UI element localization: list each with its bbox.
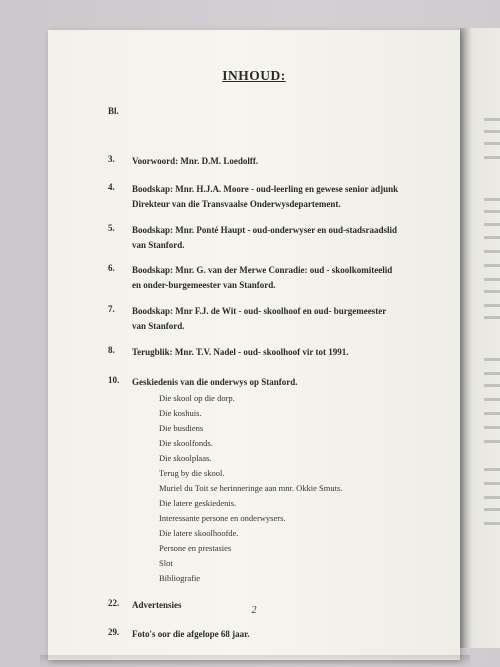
page-column-label: Bl. — [108, 106, 119, 116]
page-title: INHOUD: — [222, 68, 286, 83]
subentry-item: Persone en prestasies — [159, 543, 232, 553]
entry-number: 22. — [108, 598, 120, 608]
subentry-item: Muriel du Toit se herinneringe aan mnr. Okkie Smuts. — [159, 483, 343, 493]
entry-text: Voorwoord: Mnr. D.M. Loedolff. — [132, 156, 259, 166]
entry-text: Boodskap: Mnr. G. van der Merwe Conradie: oud - skoolkomiteelid en onder-burgemeester van Stanford. — [132, 265, 393, 290]
entry-number: 29. — [108, 627, 120, 637]
subentry-item: Die skool op die dorp. — [159, 393, 235, 403]
entry-number: 3. — [108, 154, 115, 164]
subentry-item: Die busdiens — [159, 423, 204, 433]
entry-text: Geskiedenis van die onderwys op Stanford. — [132, 377, 298, 387]
entry-number: 6. — [108, 263, 115, 273]
subentry-item: Die latere geskiedenis. — [159, 498, 237, 508]
entry-number: 4. — [108, 182, 115, 192]
entry-text: Terugblik: Mnr. T.V. Nadel - oud- skoolhoof vir tot 1991. — [132, 347, 349, 357]
entry-number: 5. — [108, 223, 115, 233]
adjacent-page-edge — [460, 28, 500, 648]
subentry-item: Slot — [159, 558, 173, 568]
entry-text: Boodskap: Mnr F.J. de Wit - oud- skoolhoof en oud- burgemeester van Stanford. — [132, 306, 387, 331]
entry-number: 7. — [108, 304, 115, 314]
subentry-item: Terug by die skool. — [159, 468, 225, 478]
subentry-item: Interessante persone en onderwysers. — [159, 513, 286, 523]
page-shadow — [40, 655, 470, 667]
subentry-item: Die skoolfonds. — [159, 438, 213, 448]
subentry-item: Die skoolplaas. — [159, 453, 212, 463]
entry-number: 8. — [108, 345, 115, 355]
entry-text: Boodskap: Mnr. H.J.A. Moore - oud-leerling en gewese senior adjunk Direkteur van die Transvaalse Onderwysdepartement. — [132, 184, 399, 209]
subentry-item: Die latere skoolhoofde. — [159, 528, 239, 538]
document-page — [48, 30, 460, 660]
subentry-item: Bibliografie — [159, 573, 201, 583]
entry-text: Boodskap: Mnr. Ponté Haupt - oud-onderwyser en oud-stadsraadslid van Stanford. — [132, 225, 398, 250]
entry-number: 10. — [108, 375, 120, 385]
subentry-item: Die koshuis. — [159, 408, 202, 418]
entry-text: Foto's oor die afgelope 68 jaar. — [132, 629, 250, 639]
entry-text: Advertensies — [132, 600, 182, 610]
page-number: 2 — [251, 605, 257, 616]
